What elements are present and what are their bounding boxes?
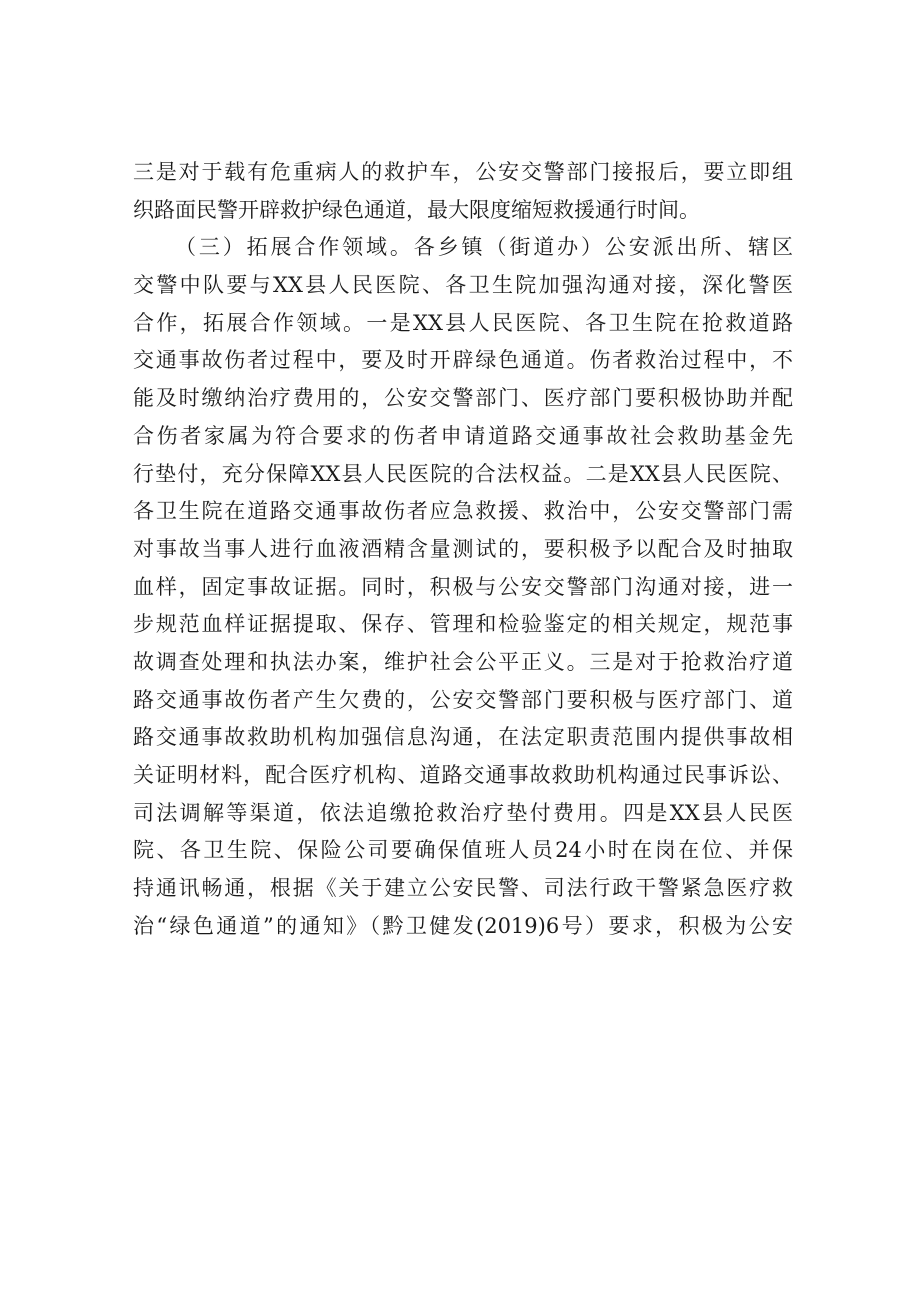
- text-line: （三）拓展合作领域。各乡镇（街道办）公安派出所、辖区: [175, 235, 793, 260]
- text-line: 故调查处理和执法办案，维护社会公平正义。三是对于抢救治疗道: [133, 649, 793, 674]
- text-line: 关证明材料，配合医疗机构、道路交通事故救助机构通过民事诉讼、: [133, 763, 793, 787]
- text-line: 三是对于载有危重病人的救护车，公安交警部门接报后，要立即组: [133, 160, 793, 184]
- text-line: 行垫付，充分保障XX县人民医院的合法权益。二是XX县人民医院、: [133, 461, 793, 486]
- text-line: 司法调解等渠道，依法追缴抢救治疗垫付费用。四是XX县人民医: [133, 800, 793, 825]
- text-line: 能及时缴纳治疗费用的，公安交警部门、医疗部门要积极协助并配: [133, 386, 793, 411]
- text-line: 织路面民警开辟救护绿色通道，最大限度缩短救援通行时间。: [133, 197, 700, 222]
- text-line: 各卫生院在道路交通事故伤者应急救援、救治中，公安交警部门需: [133, 499, 793, 524]
- text-line: 合作，拓展合作领域。一是XX县人民医院、各卫生院在抢救道路: [133, 310, 793, 335]
- text-line: 路交通事故救助机构加强信息沟通，在法定职责范围内提供事故相: [133, 725, 793, 750]
- text-line: 交通事故伤者过程中，要及时开辟绿色通道。伤者救治过程中，不: [133, 348, 793, 373]
- body-text: [133, 154, 793, 945]
- text-line: 交警中队要与XX县人民医院、各卫生院加强沟通对接，深化警医: [133, 273, 793, 298]
- text-line: 路交通事故伤者产生欠费的，公安交警部门要积极与医疗部门、道: [133, 687, 793, 712]
- text-line: 步规范血样证据提取、保存、管理和检验鉴定的相关规定，规范事: [133, 612, 793, 637]
- text-line: 血样，固定事故证据。同时，积极与公安交警部门沟通对接，进一: [133, 574, 793, 599]
- text-line: 持通讯畅通，根据《关于建立公安民警、司法行政干警紧急医疗救: [133, 876, 793, 901]
- text-line: 治“绿色通道”的通知》（黔卫健发(2019)6号）要求，积极为公安: [133, 913, 793, 938]
- text-line: 对事故当事人进行血液酒精含量测试的，要积极予以配合及时抽取: [133, 536, 793, 561]
- text-line: 合伤者家属为符合要求的伤者申请道路交通事故社会救助基金先: [133, 423, 793, 448]
- text-line: 院、各卫生院、保险公司要确保值班人员24小时在岗在位、并保: [133, 838, 793, 863]
